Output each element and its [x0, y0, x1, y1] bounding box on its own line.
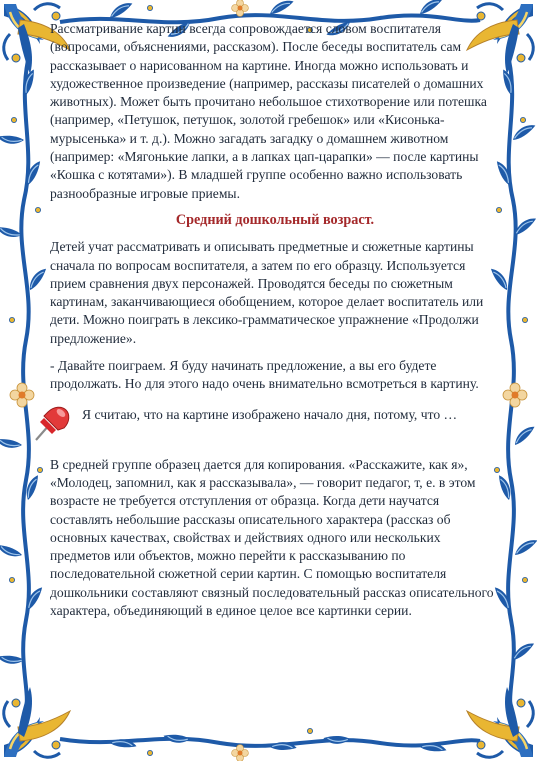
- pin-note-text: Я считаю, что на картине изображено начало дня, потому, что …: [82, 406, 458, 422]
- pushpin-icon: [30, 400, 74, 444]
- document-body: [50, 20, 500, 620]
- section-heading: Средний дошкольный возраст.: [175, 211, 375, 228]
- pinned-note: [50, 406, 500, 446]
- closing-paragraph: В средней группе образец дается для копирования. «Расскажите, как я», «Молодец, запомнил, как я рассказывала», — говорит педагог, т, е. в этом возрасте не требуется отступления от образца. Когда дети научатся составлять небольшие рассказы описательного характера (рассказ об основных качествах, свойствах и действиях одного или нескольких предметов или объектов, можно перейти к рассказыванию по последовательной сюжетной серии картин. С помощью воспитателя дошкольники составляют связный последовательный рассказ описательного характера, объединяющий в единое целое все картинки серии.: [50, 456, 494, 619]
- middle-age-paragraph: Детей учат рассматривать и описывать предметные и сюжетные картины сначала по вопросам воспитателя, а затем по его образцу. Используется прием сравнения двух персонажей. Проводятся беседы по сюжетным картинам, заканчивающиеся обобщением, которое делает воспитатель или дети. Можно поиграть в лексико-грамматическое упражнение «Продолжи предложение».: [50, 239, 484, 346]
- intro-paragraph: Рассматривание картин всегда сопровождается словом воспитателя (вопросами, объяснениями, рассказом). После беседы воспитатель сам рассказывает о нарисованном на картине. Иногда можно использовать и художественное произведение (например, рассказы писателей о домашних животных). Может быть прочитано небольшое стихотворение или потешка (например, «Петушок, петушок, золотой гребешок» или «Кисонька-мурысенька» и т. д.). Можно загадать загадку о домашнем животном (например: «Мягонькие лапки, а в лапках цап-царапки» — после картины «Кошка с котятами»). В младшей группе особенно важно использовать разнообразные игровые приемы.: [50, 21, 487, 201]
- game-instruction: - Давайте поиграем. Я буду начинать предложение, а вы его будете продолжать. Но для этого надо очень внимательно всмотреться в картину.: [50, 358, 479, 392]
